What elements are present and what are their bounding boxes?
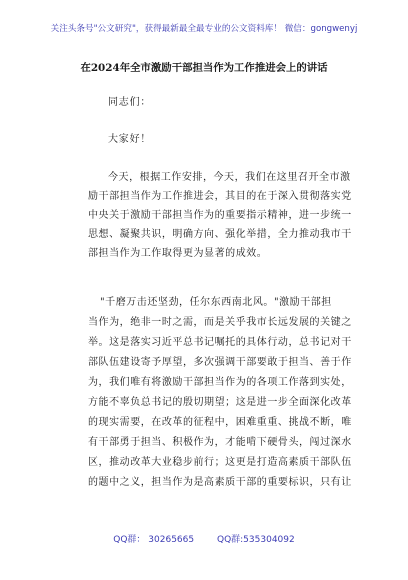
footer-qq-group-2: QQ群:535304092	[216, 535, 295, 545]
paragraph-line: 思想、凝聚共识，明确方向、强化举措，全力推动我市干	[88, 229, 352, 240]
paragraph-line: 励干部担当作为工作推进会，其目的在于深入贯彻落实党	[88, 191, 352, 202]
footer-contact	[0, 532, 408, 545]
paragraph-line: 中央关于激励干部担当作为的重要指示精神，进一步统一	[88, 210, 352, 221]
paragraph-line: 当作为，绝非一时之需，而是关乎我市长远发展的关键之	[88, 317, 352, 328]
paragraph-line: 部队伍建设寄予厚望，多次强调干部要敢于担当、善于作	[88, 357, 352, 368]
paragraph-line: 部担当作为工作取得更为显著的成效。	[88, 248, 268, 259]
paragraph-line: 方能不辜负总书记的殷切期望；这是进一步全面深化改革	[88, 397, 352, 408]
header-banner: 关注头条号"公文研究"，获得最新最全最专业的公文资料库！ 微信：gongwenyj	[50, 24, 358, 34]
paragraph-line: 举。这是落实习近平总书记嘱托的具体行动，总书记对干	[88, 337, 352, 348]
paragraph-line: 区，推动改革大业稳步前行；这更是打造高素质干部队伍	[88, 457, 352, 468]
paragraph-line: 的现实需要，在改革的征程中，困难重重、挑战不断，唯	[88, 417, 352, 428]
salutation: 同志们：	[108, 97, 152, 108]
paragraph-line: "千磨万击还坚劲，任尔东西南北风。"激励干部担	[100, 297, 332, 308]
paragraph-line: 的题中之义，担当作为是高素质干部的重要标识，只有让	[88, 477, 352, 488]
paragraph-line: 有干部勇于担当、积极作为，才能啃下硬骨头，闯过深水	[88, 437, 352, 448]
footer-qq-group-1: QQ群： 30265665	[113, 535, 195, 545]
greeting: 大家好！	[108, 134, 152, 145]
document-title: 在2024年全市激励干部担当作为工作推进会上的讲话	[80, 62, 328, 74]
paragraph-line: 为，我们唯有将激励干部担当作为的各项工作落到实处，	[88, 377, 352, 388]
paragraph-line: 今天，根据工作安排，今天，我们在这里召开全市激	[108, 172, 351, 183]
